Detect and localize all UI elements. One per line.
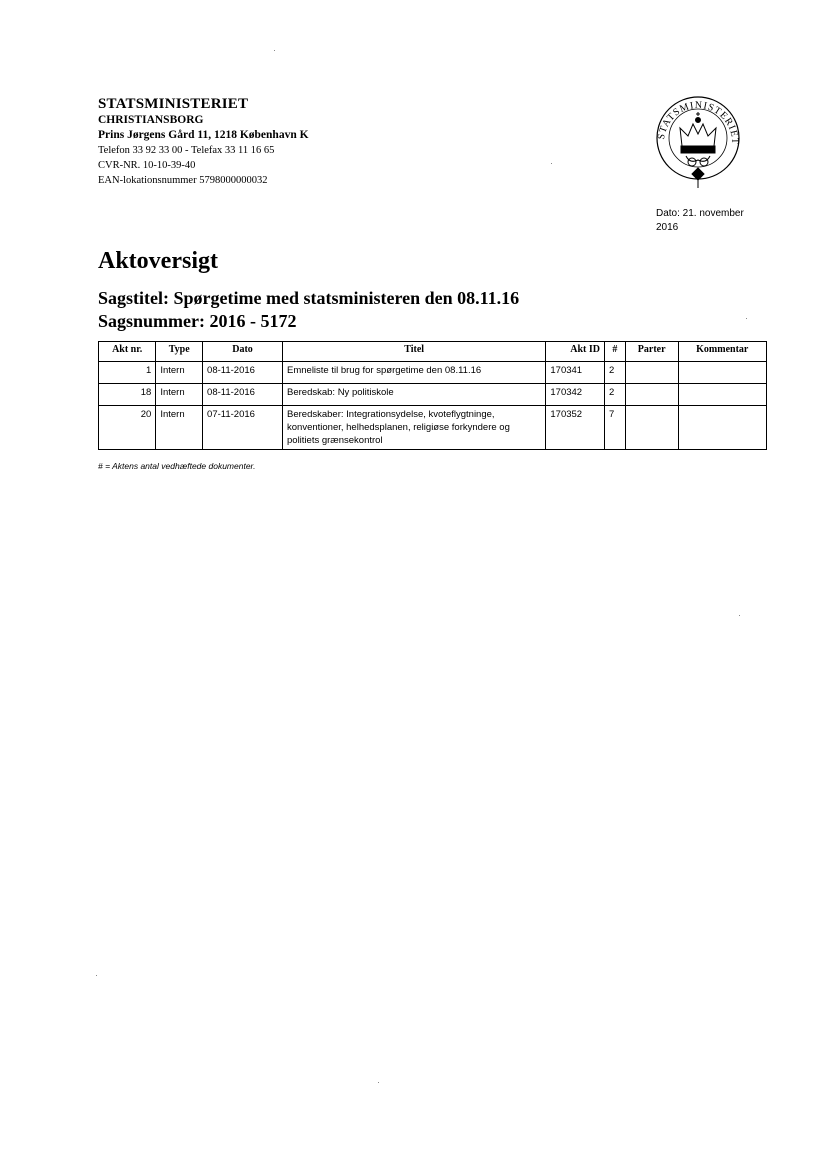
cell-dato: 08-11-2016: [203, 362, 283, 384]
org-phone: Telefon 33 92 33 00 - Telefax 33 11 16 65: [98, 145, 275, 156]
table-footnote: # = Aktens antal vedhæftede dokumenter.: [98, 461, 256, 471]
document-table: [98, 341, 767, 450]
cell-titel: Beredskaber: Integrationsydelse, kvoteflygtninge, konventioner, helhedsplanen, religiøse forkyndere og politiets grænsekontrol: [283, 406, 546, 450]
scan-speck: [274, 50, 275, 51]
scan-speck: [96, 975, 97, 976]
cell-kommentar: [678, 362, 766, 384]
cell-dato: 07-11-2016: [203, 406, 283, 450]
col-header-count: #: [605, 342, 626, 362]
cell-type: Intern: [156, 362, 203, 384]
org-name: STATSMINISTERIET: [98, 96, 249, 112]
table-row: [99, 362, 767, 384]
cell-akt-id: 170342: [546, 384, 605, 406]
cell-count: 2: [605, 384, 626, 406]
table-row: [99, 384, 767, 406]
cell-kommentar: [678, 406, 766, 450]
cell-parter: [625, 406, 678, 450]
col-header-kommentar: Kommentar: [678, 342, 766, 362]
seal-text: STATSMINISTERIET: [656, 99, 741, 146]
cell-dato: 08-11-2016: [203, 384, 283, 406]
scan-speck: [746, 318, 747, 319]
cell-parter: [625, 384, 678, 406]
cell-akt-id: 170352: [546, 406, 605, 450]
cell-count: 2: [605, 362, 626, 384]
scan-speck: [378, 1082, 379, 1083]
date-line-1: Dato: 21. november: [656, 208, 744, 219]
col-header-titel: Titel: [283, 342, 546, 362]
cell-titel: Emneliste til brug for spørgetime den 08.11.16: [283, 362, 546, 384]
col-header-dato: Dato: [203, 342, 283, 362]
cell-type: Intern: [156, 384, 203, 406]
col-header-akt-id: Akt ID: [546, 342, 605, 362]
cell-akt-nr: 1: [99, 362, 156, 384]
date-line-2: 2016: [656, 222, 679, 233]
col-header-akt-nr: Akt nr.: [99, 342, 156, 362]
org-cvr: CVR-NR. 10-10-39-40: [98, 160, 196, 171]
crown-seal-icon: [652, 90, 744, 194]
col-header-parter: Parter: [625, 342, 678, 362]
org-ean: EAN-lokationsnummer 5798000000032: [98, 175, 268, 186]
cell-akt-id: 170341: [546, 362, 605, 384]
letterhead: [98, 96, 309, 188]
cell-type: Intern: [156, 406, 203, 450]
document-date: [656, 207, 766, 235]
case-title: Sagstitel: Spørgetime med statsministeren den 08.11.16: [98, 288, 520, 308]
cell-akt-nr: 20: [99, 406, 156, 450]
case-number: Sagsnummer: 2016 - 5172: [98, 311, 297, 331]
org-address: Prins Jørgens Gård 11, 1218 København K: [98, 129, 309, 141]
col-header-type: Type: [156, 342, 203, 362]
scan-speck: [551, 163, 552, 164]
cell-parter: [625, 362, 678, 384]
ministry-seal: [652, 90, 744, 194]
page-title: Aktoversigt: [98, 248, 218, 274]
cell-count: 7: [605, 406, 626, 450]
cell-titel: Beredskab: Ny politiskole: [283, 384, 546, 406]
table-header-row: [99, 342, 767, 362]
cell-kommentar: [678, 384, 766, 406]
org-sub: CHRISTIANSBORG: [98, 114, 204, 126]
table-row: [99, 406, 767, 450]
cell-akt-nr: 18: [99, 384, 156, 406]
scan-speck: [739, 615, 740, 616]
